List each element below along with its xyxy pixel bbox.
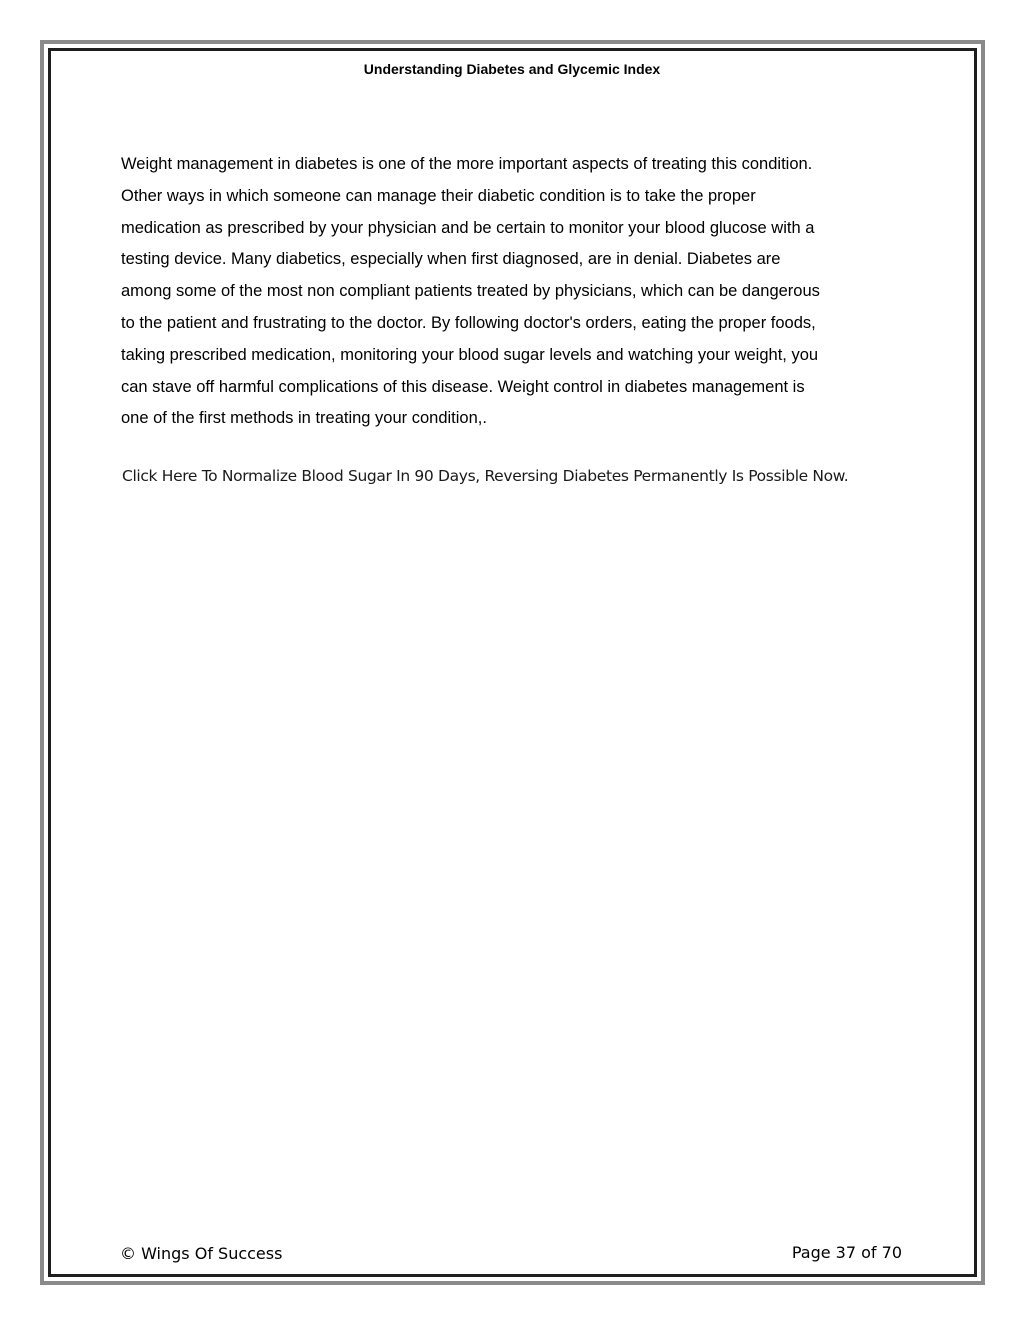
footer-page-number: Page 37 of 70 bbox=[791, 1243, 902, 1262]
page-header-title: Understanding Diabetes and Glycemic Index bbox=[363, 61, 661, 77]
footer-copyright: © Wings Of Success bbox=[120, 1244, 283, 1263]
normalize-blood-sugar-link[interactable]: Click Here To Normalize Blood Sugar In 90 Days, Reversing Diabetes Permanently Is Possible Now. bbox=[122, 467, 849, 485]
body-paragraph: Weight management in diabetes is one of the more important aspects of treating this condition. Other ways in which someone can manage their diabetic condition is to take the proper medication as prescribed by your physician and be certain to monitor your blood glucose with a testing device. Many diabetics, especially when first diagnosed, are in denial. Diabetes are among some of the most non compliant patients treated by physicians, which can be dangerous to the patient and frustrating to the doctor. By following doctor's orders, eating the proper foods, taking prescribed medication, monitoring your blood sugar levels and watching your weight, you can stave off harmful complications of this disease. Weight control in diabetes management is one of the first methods in treating your condition,. bbox=[121, 155, 820, 428]
